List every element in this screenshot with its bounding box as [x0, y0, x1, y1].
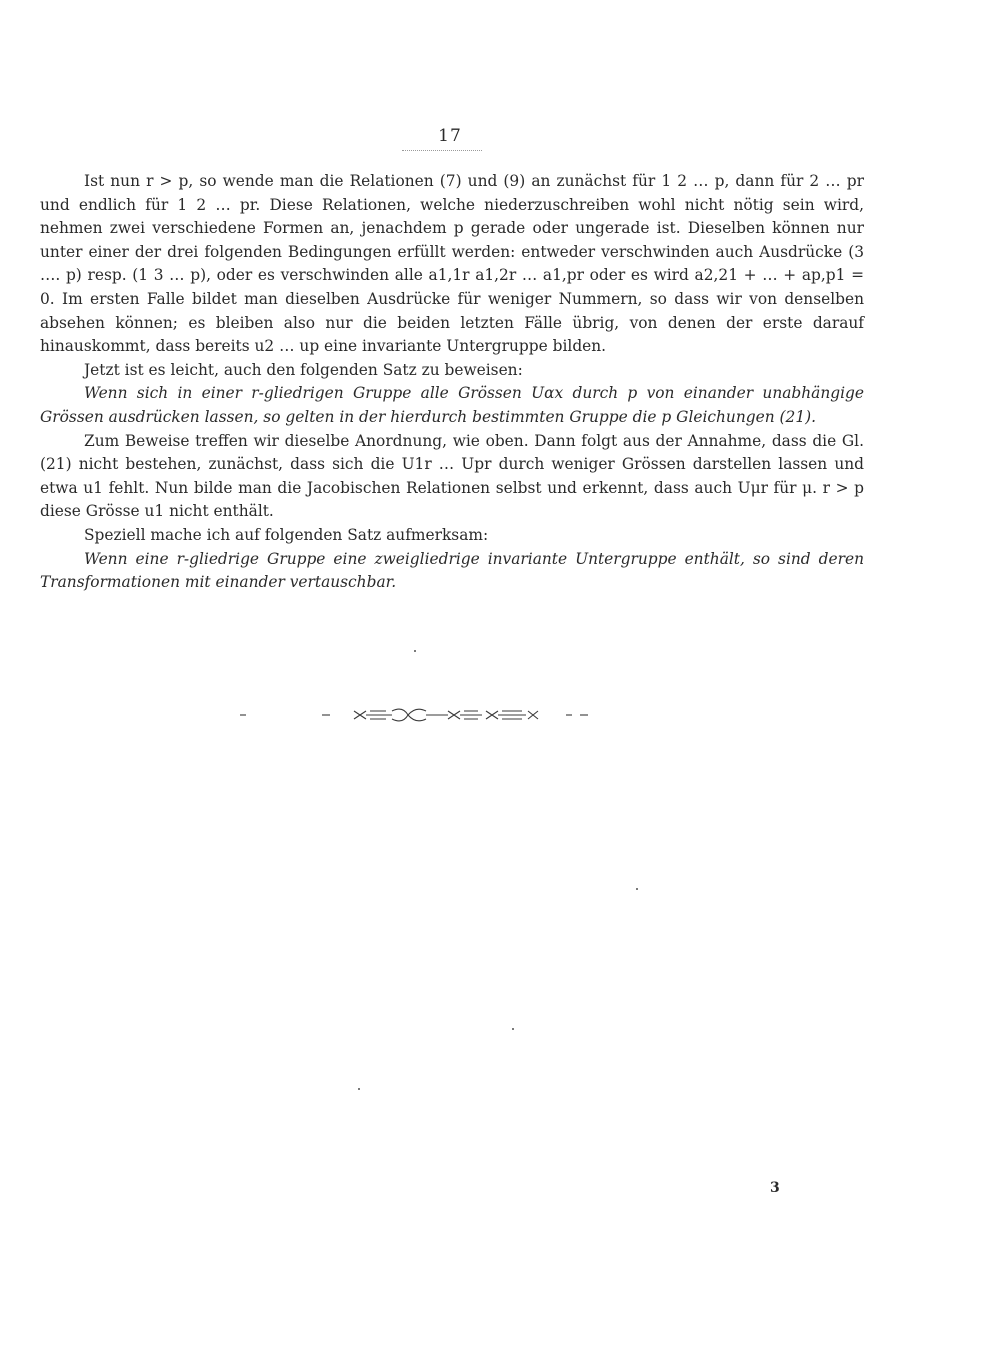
- paragraph-relations: Ist nun r > p, so wende man die Relationen (7) und (9) an zunächst für 1 2 … p, dann für 2 … pr und endlich für 1 2 … pr. Diese Relationen, welche niederzuschreiben wohl nicht nötig sein wird, nehmen zwei verschiedene Formen an, jenachdem p gerade oder ungerade ist. Dieselben können nur unter einer der drei folgenden Bedingungen erfüllt werden: entweder verschwinden auch Ausdrücke (3 …. p) resp. (1 3 … p), oder es verschwinden alle a1,1r a1,2r … a1,pr oder es wird a2,21 + … + ap,p1 = 0. Im ersten Falle bildet man dieselben Ausdrücke für weniger Nummern, so dass wir von denselben absehen können; es bleiben also nur die beiden letzten Fälle übrig, von denen der erste darauf hinauskommt, dass bereits u2 … up eine invariante Untergruppe bilden.: [40, 172, 864, 356]
- theorem-statement-commuting: Wenn eine r-gliedrige Gruppe eine zweigliedrige invariante Untergruppe enthält, so sind deren Transformationen mit einander vertauschbar.: [40, 549, 864, 592]
- stray-mark: [358, 1088, 360, 1090]
- paragraph-proof: Zum Beweise treffen wir dieselbe Anordnung, wie oben. Dann folgt aus der Annahme, dass die Gl. (21) nicht bestehen, zunächst, dass sich die U1r … Upr durch weniger Grössen darstellen lassen und etwa u1 fehlt. Nun bilde man die Jacobischen Relationen selbst und erkennt, dass auch Uμr für μ. r > p diese Grösse u1 nicht enthält.: [40, 431, 864, 521]
- paragraph-theorem-intro: Jetzt ist es leicht, auch den folgenden Satz zu beweisen:: [84, 360, 523, 379]
- theorem-statement: Wenn sich in einer r-gliedrigen Gruppe alle Grössen Uαx durch p von einander unabhängige Grössen ausdrücken lassen, so gelten in der hierdurch bestimmten Gruppe die p Gleichungen (21).: [40, 384, 864, 426]
- page-number-rule: [402, 150, 482, 151]
- stray-mark: [636, 888, 638, 890]
- page-number: 17: [438, 126, 462, 146]
- body-text: [40, 170, 864, 595]
- stray-mark: [512, 1028, 514, 1030]
- signature-mark: 3: [770, 1180, 780, 1196]
- ornament-divider: [236, 704, 596, 726]
- stray-mark: [414, 650, 416, 652]
- paragraph-remark-intro: Speziell mache ich auf folgenden Satz aufmerksam:: [84, 525, 489, 544]
